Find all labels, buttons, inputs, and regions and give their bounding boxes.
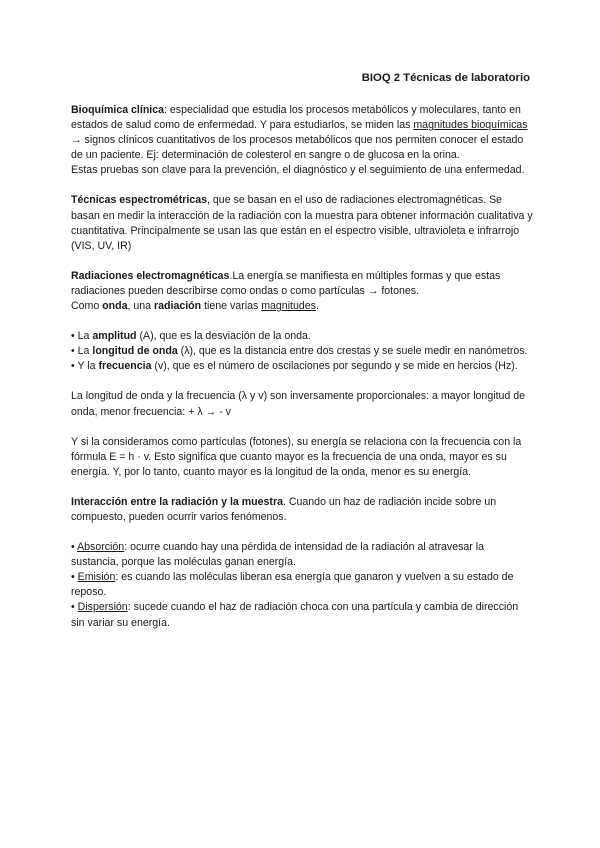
onda-line-text-g: . [315, 300, 319, 313]
bioquimica-text-2: → signos clínicos cuantitativos de los procesos metabólicos que nos permiten conocer el estado de un paciente. Ej: determinación de colesterol en sangre o de glucosa en la orina. [71, 134, 524, 162]
bioquimica-text-1: : especialidad que estudia los procesos metabólicos y moleculares, tanto en estados de salud como de enfermedad. Y para estudiarlos, se miden las [71, 104, 521, 132]
bullet-prefix: • La [71, 330, 93, 343]
radiaciones-onda-line [71, 299, 533, 314]
paragraph-pruebas-clave: Estas pruebas son clave para la prevención, el diagnóstico y el seguimiento de una enfermedad. [71, 164, 525, 177]
term-radiacion: radiación [154, 300, 202, 313]
list-fenomenos [71, 540, 533, 631]
bullet-prefix: • Y la [71, 360, 99, 373]
term-interaccion: Interacción entre la radiación y la muestra [71, 495, 283, 508]
paragraph-proporcionalidad: La longitud de onda y la frecuencia (λ y v) son inversamente proporcionales: a mayor longitud de onda, menor frecuencia: + λ → - v [71, 390, 526, 418]
term-magnitudes: magnitudes [261, 300, 316, 313]
onda-line-text-c: , una [127, 300, 155, 313]
term-absorcion: Absorción [77, 541, 125, 554]
onda-line-text-a: Como [71, 300, 103, 313]
frecuencia-text: (v), que es el número de oscilaciones por segundo y se mide en hercios (Hz). [151, 360, 518, 373]
list-item-absorcion: • Absorción: ocurre cuando hay una pérdida de intensidad de la radiación al atravesar la sustancia, porque las moléculas ganan energía. [71, 541, 485, 569]
dispersion-text: : sucede cuando el haz de radiación choca con una partícula y cambia de dirección sin variar su energía. [71, 601, 519, 629]
document-body [71, 103, 533, 646]
list-item-longitud-de-onda [71, 344, 533, 359]
list-magnitudes [71, 329, 533, 374]
paragraph-tecnicas-espectrometricas [71, 193, 533, 253]
term-emision: Emisión [77, 571, 116, 584]
amplitud-text: (A), que es la desviación de la onda. [136, 330, 311, 343]
term-amplitud: amplitud [92, 330, 137, 343]
term-dispersion: Dispersión [77, 601, 128, 614]
paragraph-bioquimica-clinica [71, 103, 533, 163]
paragraph-particulas: Y si la consideramos como partículas (fotones), su energía se relaciona con la frecuencia con la fórmula E = h · v. Esto significa que cuanto mayor es la frecuencia de una onda, mayor es su energía. Y, por lo tanto, cuanto mayor es la longitud de la onda, menor es su energía. [71, 435, 522, 478]
term-bioquimica-clinica: Bioquímica clínica [71, 104, 165, 116]
bullet-prefix: • La [71, 345, 93, 358]
onda-line-text-e: tiene varias [201, 300, 262, 313]
document-title: BIOQ 2 Técnicas de laboratorio [361, 72, 530, 84]
term-tecnicas-espectrometricas: Técnicas espectrométricas [71, 194, 208, 207]
term-radiaciones-electromagneticas: Radiaciones electromagnéticas [71, 269, 230, 282]
longitud-de-onda-text: (λ), que es la distancia entre dos crestas y se suele medir en nanómetros. [177, 345, 528, 358]
radiaciones-text: .La energía se manifiesta en múltiples formas y que estas radiaciones pueden describirse como ondas o como partículas → fotones. [71, 269, 501, 297]
list-item-emision: • Emisión: es cuando las moléculas liberan esa energía que ganaron y vuelven a su estado de reposo. [71, 571, 514, 599]
paragraph-interaccion [71, 495, 533, 525]
absorcion-text: : ocurre cuando hay una pérdida de intensidad de la radiación al atravesar la sustancia, porque las moléculas ganan energía. [71, 541, 485, 569]
term-magnitudes-bioquimicas: magnitudes bioquímicas [413, 119, 528, 132]
list-item-dispersion: • Dispersión: sucede cuando el haz de radiación choca con una partícula y cambia de dirección sin variar su energía. [71, 601, 519, 629]
list-item-frecuencia [71, 359, 533, 374]
interaccion-text: . Cuando un haz de radiación incide sobre un compuesto, pueden ocurrir varios fenómenos. [71, 495, 497, 523]
term-frecuencia: frecuencia [98, 360, 152, 373]
tecnicas-text: , que se basan en el uso de radiaciones electromagnéticas. Se basan en medir la interacción de la radiación con la muestra para obtener información cualitativa y cuantitativa. Principalmente se usan las que están en el espectro visible, ultravioleta e infrarrojo (VIS, UV, IR) [71, 194, 533, 252]
paragraph-radiaciones [71, 269, 533, 314]
emision-text: : es cuando las moléculas liberan esa energía que ganaron y vuelven a su estado de reposo. [71, 571, 514, 599]
term-onda: onda [102, 300, 128, 313]
list-item-amplitud [71, 329, 533, 344]
term-longitud-de-onda: longitud de onda [92, 345, 178, 358]
